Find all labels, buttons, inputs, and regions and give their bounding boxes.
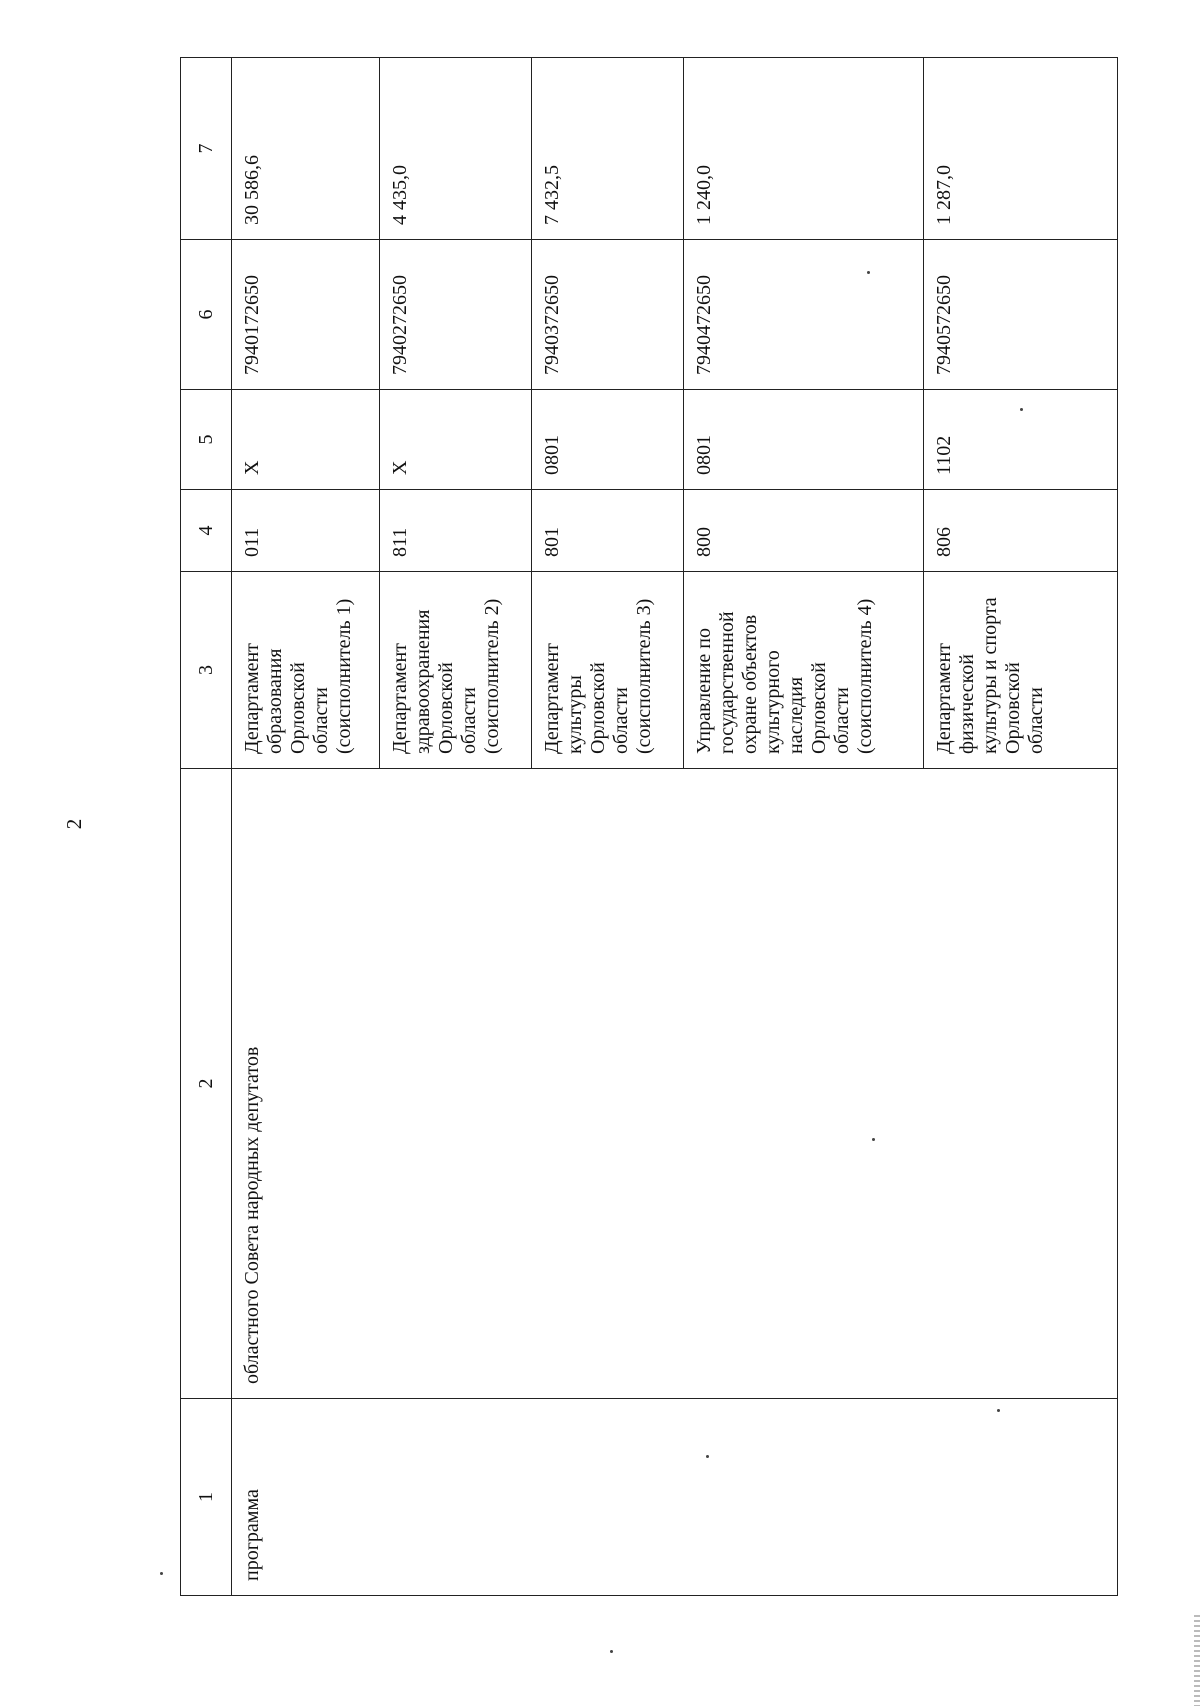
header-col-1: 1 [181,1399,232,1596]
code-cell: 811 [380,490,532,572]
amount-cell: 1 287,0 [924,58,1118,240]
budget-table-area [180,58,1116,1596]
code-cell: 806 [924,490,1118,572]
scan-speck [997,1409,1000,1412]
header-col-6: 6 [181,240,232,390]
section-cell: 1102 [924,390,1118,490]
executor-cell: Департамент здравоохранения Орловской области (соисполнитель 2) [380,572,532,769]
scan-speck [867,271,870,274]
code-cell: 011 [232,490,380,572]
table-row [232,58,380,1596]
executor-cell: Департамент физической культуры и спорта Орловской области [924,572,1118,769]
amount-cell: 30 586,6 [232,58,380,240]
executor-cell: Департамент образования Орловской области (соисполнитель 1) [232,572,380,769]
amount-cell: 4 435,0 [380,58,532,240]
amount-cell: 1 240,0 [684,58,924,240]
section-cell: Х [380,390,532,490]
scan-speck [160,1572,163,1575]
header-col-7: 7 [181,58,232,240]
section-cell: 0801 [684,390,924,490]
target-cell: 7940372650 [532,240,684,390]
program-name-cell: областного Совета народных депутатов [232,769,1118,1399]
scan-speck [1020,408,1023,411]
section-cell: 0801 [532,390,684,490]
section-cell: Х [232,390,380,490]
header-col-2: 2 [181,769,232,1399]
scan-speck [610,1650,613,1653]
header-row [181,58,232,1596]
header-col-5: 5 [181,390,232,490]
executor-cell: Департамент культуры Орловской области (соисполнитель 3) [532,572,684,769]
code-cell: 801 [532,490,684,572]
target-cell: 7940572650 [924,240,1118,390]
executor-cell: Управление по государственной охране объектов культурного наследия Орловской области (соисполнитель 4) [684,572,924,769]
scan-speck [706,1455,709,1458]
amount-cell: 7 432,5 [532,58,684,240]
target-cell: 7940472650 [684,240,924,390]
scan-speck [872,1138,875,1141]
header-col-4: 4 [181,490,232,572]
target-cell: 7940172650 [232,240,380,390]
budget-table [180,57,1118,1596]
scan-edge [1194,1615,1200,1706]
program-cell: программа [232,1399,1118,1596]
header-col-3: 3 [181,572,232,769]
target-cell: 7940272650 [380,240,532,390]
page-number: 2 [62,818,86,830]
code-cell: 800 [684,490,924,572]
